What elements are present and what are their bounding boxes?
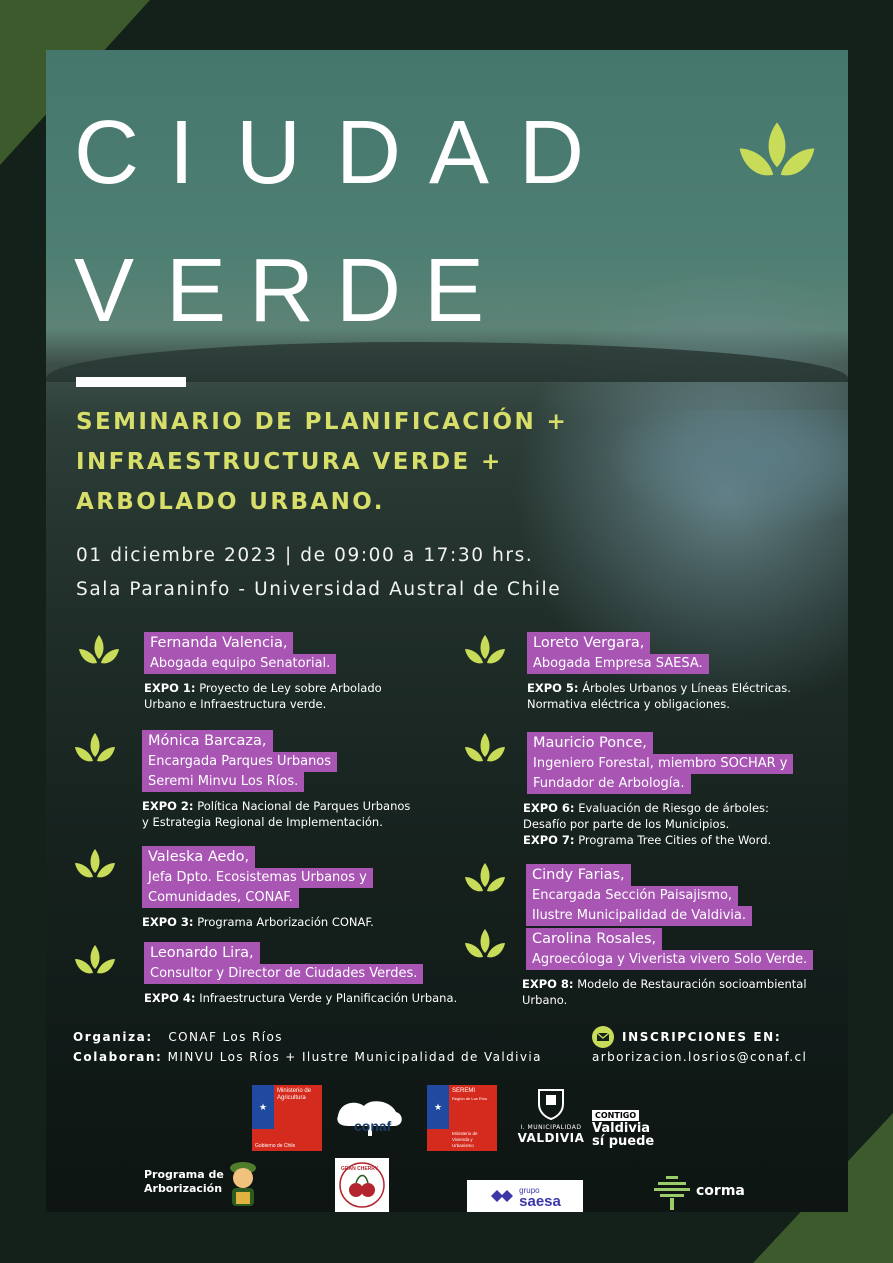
- title-letter: E: [424, 241, 485, 341]
- speaker-role: Comunidades, CONAF.: [142, 888, 299, 908]
- title-letter: D: [519, 103, 584, 203]
- speaker-role: Encargada Parques Urbanos: [142, 752, 337, 772]
- speaker-name: Valeska Aedo,: [142, 846, 255, 868]
- speaker-role: Agroecóloga y Viverista vivero Solo Verde.: [526, 950, 813, 970]
- speaker-name: Mauricio Ponce,: [527, 732, 653, 754]
- expo-text: EXPO 2: Política Nacional de Parques Urbanos y Estrategia Regional de Implementación.: [142, 799, 411, 829]
- leaf-sprout-icon: [462, 927, 508, 967]
- speaker-card: [527, 632, 791, 712]
- speaker-card: [526, 864, 752, 926]
- speaker-card: [523, 732, 793, 848]
- background-water: [606, 410, 848, 530]
- title-letter: D: [336, 103, 401, 203]
- inscripciones-label: INSCRIPCIONES EN:: [622, 1030, 782, 1044]
- subtitle-line: INFRAESTRUCTURA VERDE +: [76, 449, 503, 475]
- title-letter: U: [236, 103, 301, 203]
- grupo-saesa-logo: grupo saesa: [467, 1180, 583, 1212]
- speaker-name: Carolina Rosales,: [526, 928, 662, 950]
- speaker-role: Abogada Empresa SAESA.: [527, 654, 709, 674]
- expo-text: EXPO 4: Infraestructura Verde y Planificación Urbana.: [144, 991, 458, 1005]
- expo-text: EXPO 1: Proyecto de Ley sobre Arbolado Urbano e Infraestructura verde.: [144, 681, 382, 711]
- subtitle-line: SEMINARIO DE PLANIFICACIÓN +: [76, 409, 569, 435]
- speaker-role: Seremi Minvu Los Ríos.: [142, 772, 304, 792]
- saesa-mark-icon: [489, 1186, 515, 1206]
- expo-text: EXPO 6: Evaluación de Riesgo de árboles: Desafío por parte de los Municipios. EXPO 7: Programa Tree Cities of the Word.: [523, 801, 772, 847]
- speaker-role: Ingeniero Forestal, miembro SOCHAR y: [527, 754, 793, 774]
- speaker-name: Mónica Barcaza,: [142, 730, 273, 752]
- speaker-role: Jefa Dpto. Ecosistemas Urbanos y: [142, 868, 373, 888]
- subtitle-line: ARBOLADO URBANO.: [76, 489, 385, 515]
- speaker-name: Loreto Vergara,: [527, 632, 650, 654]
- inscripciones-email[interactable]: arborizacion.losrios@conaf.cl: [592, 1050, 808, 1064]
- title-letter: R: [249, 241, 314, 341]
- seremi-minvu-logo: ★ SEREMI Región de Los Ríos Ministerio de Vivienda y Urbanismo: [427, 1085, 497, 1151]
- speaker-name: Cindy Farias,: [526, 864, 631, 886]
- conaf-logo: conaf: [334, 1096, 406, 1142]
- email-icon: [592, 1026, 614, 1048]
- event-venue: Sala Paraninfo - Universidad Austral de Chile: [76, 579, 562, 600]
- title-letter: V: [74, 241, 135, 341]
- event-date: 01 diciembre 2023 | de 09:00 a 17:30 hrs.: [76, 545, 534, 566]
- speaker-role: Fundador de Arbología.: [527, 774, 691, 794]
- corma-logo: corma: [652, 1172, 762, 1212]
- valdivia-crest-icon: [537, 1086, 565, 1120]
- programa-arborizacion-logo: Programa de Arborización: [142, 1168, 272, 1212]
- title-letter: C: [74, 103, 139, 203]
- leaf-sprout-icon: [76, 633, 122, 673]
- speaker-name: Fernanda Valencia,: [144, 632, 293, 654]
- speaker-card: [142, 730, 410, 830]
- gran-cherry-logo: GRAN CHERRY: [335, 1158, 389, 1212]
- leaf-sprout-icon: [462, 731, 508, 771]
- leaf-sprout-icon: [72, 731, 118, 771]
- colaboran-line: Colaboran: MINVU Los Ríos + Ilustre Municipalidad de Valdivia: [73, 1050, 542, 1064]
- leaf-sprout-icon: [734, 118, 820, 194]
- title-underline-bar: [76, 377, 186, 387]
- mascot-icon: [222, 1158, 264, 1212]
- leaf-sprout-icon: [72, 847, 118, 887]
- speaker-card: [144, 942, 457, 1006]
- title-letter: D: [336, 241, 401, 341]
- title-letter: I: [169, 103, 195, 203]
- speaker-role: Abogada equipo Senatorial.: [144, 654, 336, 674]
- poster-panel: [46, 50, 848, 1212]
- valdivia-si-puede-logo: CONTIGO Valdivia sí puede: [592, 1111, 655, 1149]
- leaf-sprout-icon: [72, 943, 118, 983]
- seminar-subtitle: [76, 402, 568, 522]
- expo-text: EXPO 5: Árboles Urbanos y Líneas Eléctricas. Normativa eléctrica y obligaciones.: [527, 681, 791, 711]
- background-hills: [46, 342, 848, 382]
- speaker-card: [142, 846, 374, 930]
- speaker-role: Ilustre Municipalidad de Valdivia.: [526, 906, 752, 926]
- expo-text: EXPO 8: Modelo de Restauración socioambiental Urbano.: [522, 977, 807, 1007]
- minagri-logo: ★ Ministerio de Agricultura Gobierno de Chile: [252, 1085, 322, 1151]
- title-letter: E: [166, 241, 227, 341]
- muni-valdivia-logo: I. MUNICIPALIDAD VALDIVIA: [516, 1086, 586, 1152]
- speaker-role: Encargada Sección Paisajismo,: [526, 886, 738, 906]
- leaf-sprout-icon: [462, 861, 508, 901]
- speaker-role: Consultor y Director de Ciudades Verdes.: [144, 964, 423, 984]
- corma-tree-icon: [652, 1172, 692, 1212]
- speaker-card: [144, 632, 382, 712]
- speaker-card: [522, 928, 813, 1008]
- title-letter: A: [429, 103, 490, 203]
- organiza-line: Organiza: CONAF Los Ríos: [73, 1030, 283, 1044]
- speaker-name: Leonardo Lira,: [144, 942, 260, 964]
- leaf-sprout-icon: [462, 633, 508, 673]
- expo-text: EXPO 3: Programa Arborización CONAF.: [142, 915, 374, 929]
